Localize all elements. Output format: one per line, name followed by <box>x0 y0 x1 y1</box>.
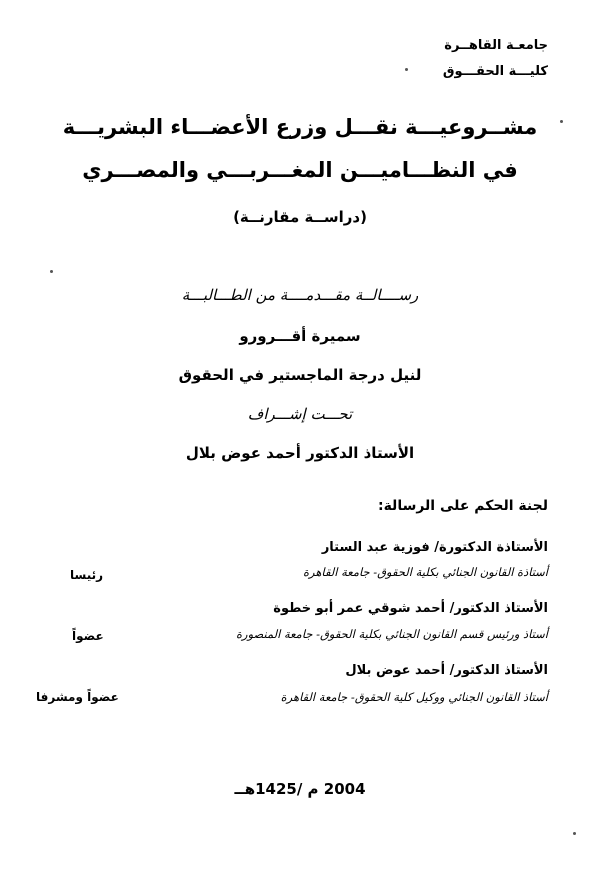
committee-member-name: الأستاذ الدكتور/ أحمد شوقي عمر أبو خطوة <box>273 601 548 616</box>
committee-member-role: عضواً ومشرفا <box>36 690 119 704</box>
scan-speck <box>405 68 408 71</box>
committee-member-position: أستاذ ورئيس قسم القانون الجنائي بكلية الحقوق- جامعة المنصورة <box>236 627 548 641</box>
committee-heading: لجنة الحكم على الرسالة: <box>377 498 548 514</box>
scan-speck <box>560 120 563 123</box>
presented-by: رســــالــة مقـــدمــــة من الطـــالبـــة <box>181 286 419 304</box>
committee-member-position: أستاذ القانون الجنائي ووكيل كلية الحقوق- جامعة القاهرة <box>280 690 548 704</box>
degree-line: لنيل درجة الماجستير في الحقوق <box>178 366 422 384</box>
scan-speck <box>573 832 576 835</box>
committee-member-position: أستاذة القانون الجنائي بكلية الحقوق- جامعة القاهرة <box>303 565 548 579</box>
supervisor-name: الأستاذ الدكتور أحمد عوض بلال <box>185 444 415 462</box>
committee-member-role: عضواً <box>72 629 104 643</box>
title-line-1: مشــروعيـــة نقـــل وزرع الأعضـــاء البشريـــة <box>62 115 538 139</box>
student-name: سميرة أقـــرورو <box>239 327 361 345</box>
title-line-2: في النظـــاميـــن المغـــربـــي والمصـــري <box>82 158 518 182</box>
committee-member-name: الأستاذة الدكتورة/ فوزية عبد الستار <box>321 540 548 555</box>
university-name: جامعـة القاهــرة <box>444 38 548 53</box>
committee-member-role: رئيسا <box>70 568 104 582</box>
supervision-label: تحـــت إشـــراف <box>247 405 353 423</box>
committee-member-name: الأستاذ الدكتور/ أحمد عوض بلال <box>345 663 548 678</box>
scan-speck <box>50 270 53 273</box>
faculty-name: كليـــة الحقـــوق <box>442 64 548 79</box>
date: 2004 م /1425هــ <box>234 780 366 798</box>
subtitle: (دراســة مقارنــة) <box>233 208 367 226</box>
